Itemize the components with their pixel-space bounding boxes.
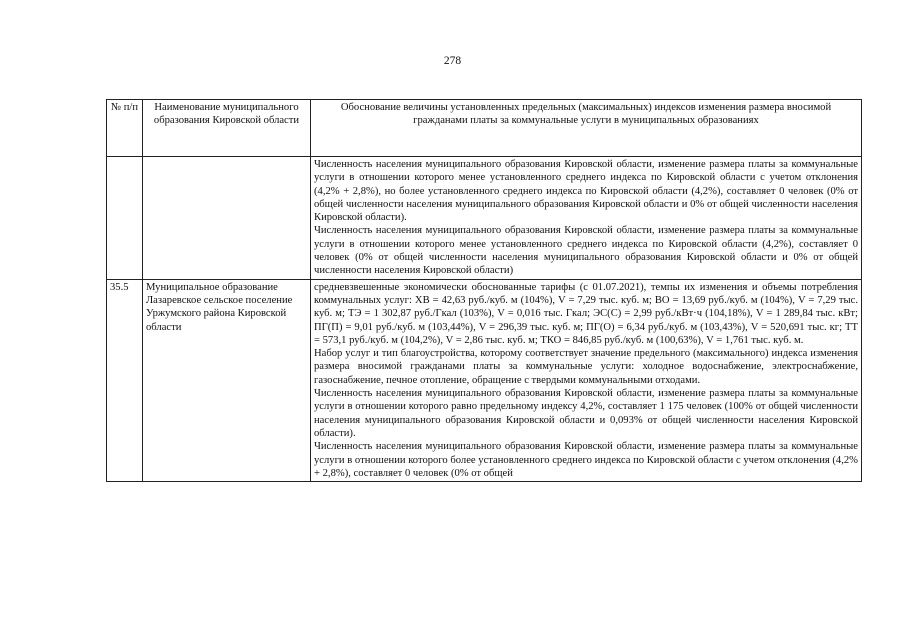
row-name xyxy=(143,157,311,280)
paragraph: Набор услуг и тип благоустройства, которому соответствует значение предельного (максимального) индекса изменения размера вносимой гражданами платы за коммунальные услуги: холодное водоснабжение, электроснабжение, газоснабжение, печное отопление, обращение с твердыми коммунальными отходами. xyxy=(314,348,858,386)
paragraph: Численность населения муниципального образования Кировской области, изменение размера платы за коммунальные услуги в отношении которого равно предельному индексу 4,2%, составляет 1 175 человек (100% от общей численности населения муниципального образования Кировской области и 0,093% от общей численности населения Кировской области). xyxy=(314,388,858,439)
row-justification xyxy=(311,157,862,280)
row-name: Муниципальное образование Лазаревское сельское поселение Уржумского района Кировской области xyxy=(143,279,311,481)
paragraph: средневзвешенные экономически обоснованные тарифы (с 01.07.2021), темпы их изменения и объемы потребления коммунальных услуг: ХВ = 42,63 руб./куб. м (104%), V = 7,29 тыс. куб. м; ВО = 13,69 руб./куб. м (104%), V = 7,29 тыс. куб. м; ТЭ = 1 302,87 руб./Гкал (103%), V = 0,016 тыс. Гкал; ЭС(С) = 2,99 руб./кВт·ч (104,18%), V = 1 289,84 тыс. кВт; ПГ(П) = 9,01 руб./куб. м (103,44%), V = 296,39 тыс. куб. м; ПГ(О) = 6,34 руб./куб. м (103,43%), V = 520,691 тыс. кг; ТТ = 573,1 руб./куб. м (104,2%), V = 2,86 тыс. куб. м; ТКО = 846,85 руб./куб. м (100,63%), V = 1,761 тыс. куб. м. xyxy=(314,281,858,346)
paragraph: Численность населения муниципального образования Кировской области, изменение размера платы за коммунальные услуги в отношении которого менее установленного среднего индекса по Кировской области (4,2%), составляет 0 человек (0% от общей численности населения муниципального образования Кировской области и 0% от общей численности населения Кировской области) xyxy=(314,225,858,277)
table-row xyxy=(107,279,862,481)
row-num: 35.5 xyxy=(107,279,143,481)
row-num xyxy=(107,157,143,280)
table-row xyxy=(107,157,862,280)
page-number: 278 xyxy=(443,55,462,67)
header-num: № п/п xyxy=(107,100,143,157)
header-justification: Обоснование величины установленных предельных (максимальных) индексов изменения размера вносимой гражданами платы за коммунальные услуги в муниципальных образованиях xyxy=(311,100,862,157)
paragraph: Численность населения муниципального образования Кировской области, изменение размера платы за коммунальные услуги в отношении которого менее установленного среднего индекса по Кировской области с учетом отклонения (4,2% + 2,8%), но более установленного среднего индекса по Кировской области (4,2%), составляет 0 человек (0% от общей численности населения муниципального образования Кировской области и 0% от общей численности населения Кировской области). xyxy=(314,159,858,224)
paragraph: Численность населения муниципального образования Кировской области, изменение размера платы за коммунальные услуги в отношении которого более установленного среднего индекса по Кировской области с учетом отклонения (4,2% + 2,8%), составляет 0 человек (0% от общей xyxy=(314,441,858,479)
header-name: Наименование муниципального образования Кировской области xyxy=(143,100,311,157)
table-header-row xyxy=(107,100,862,157)
tariff-justification-table xyxy=(106,99,862,482)
row-justification xyxy=(311,279,862,481)
